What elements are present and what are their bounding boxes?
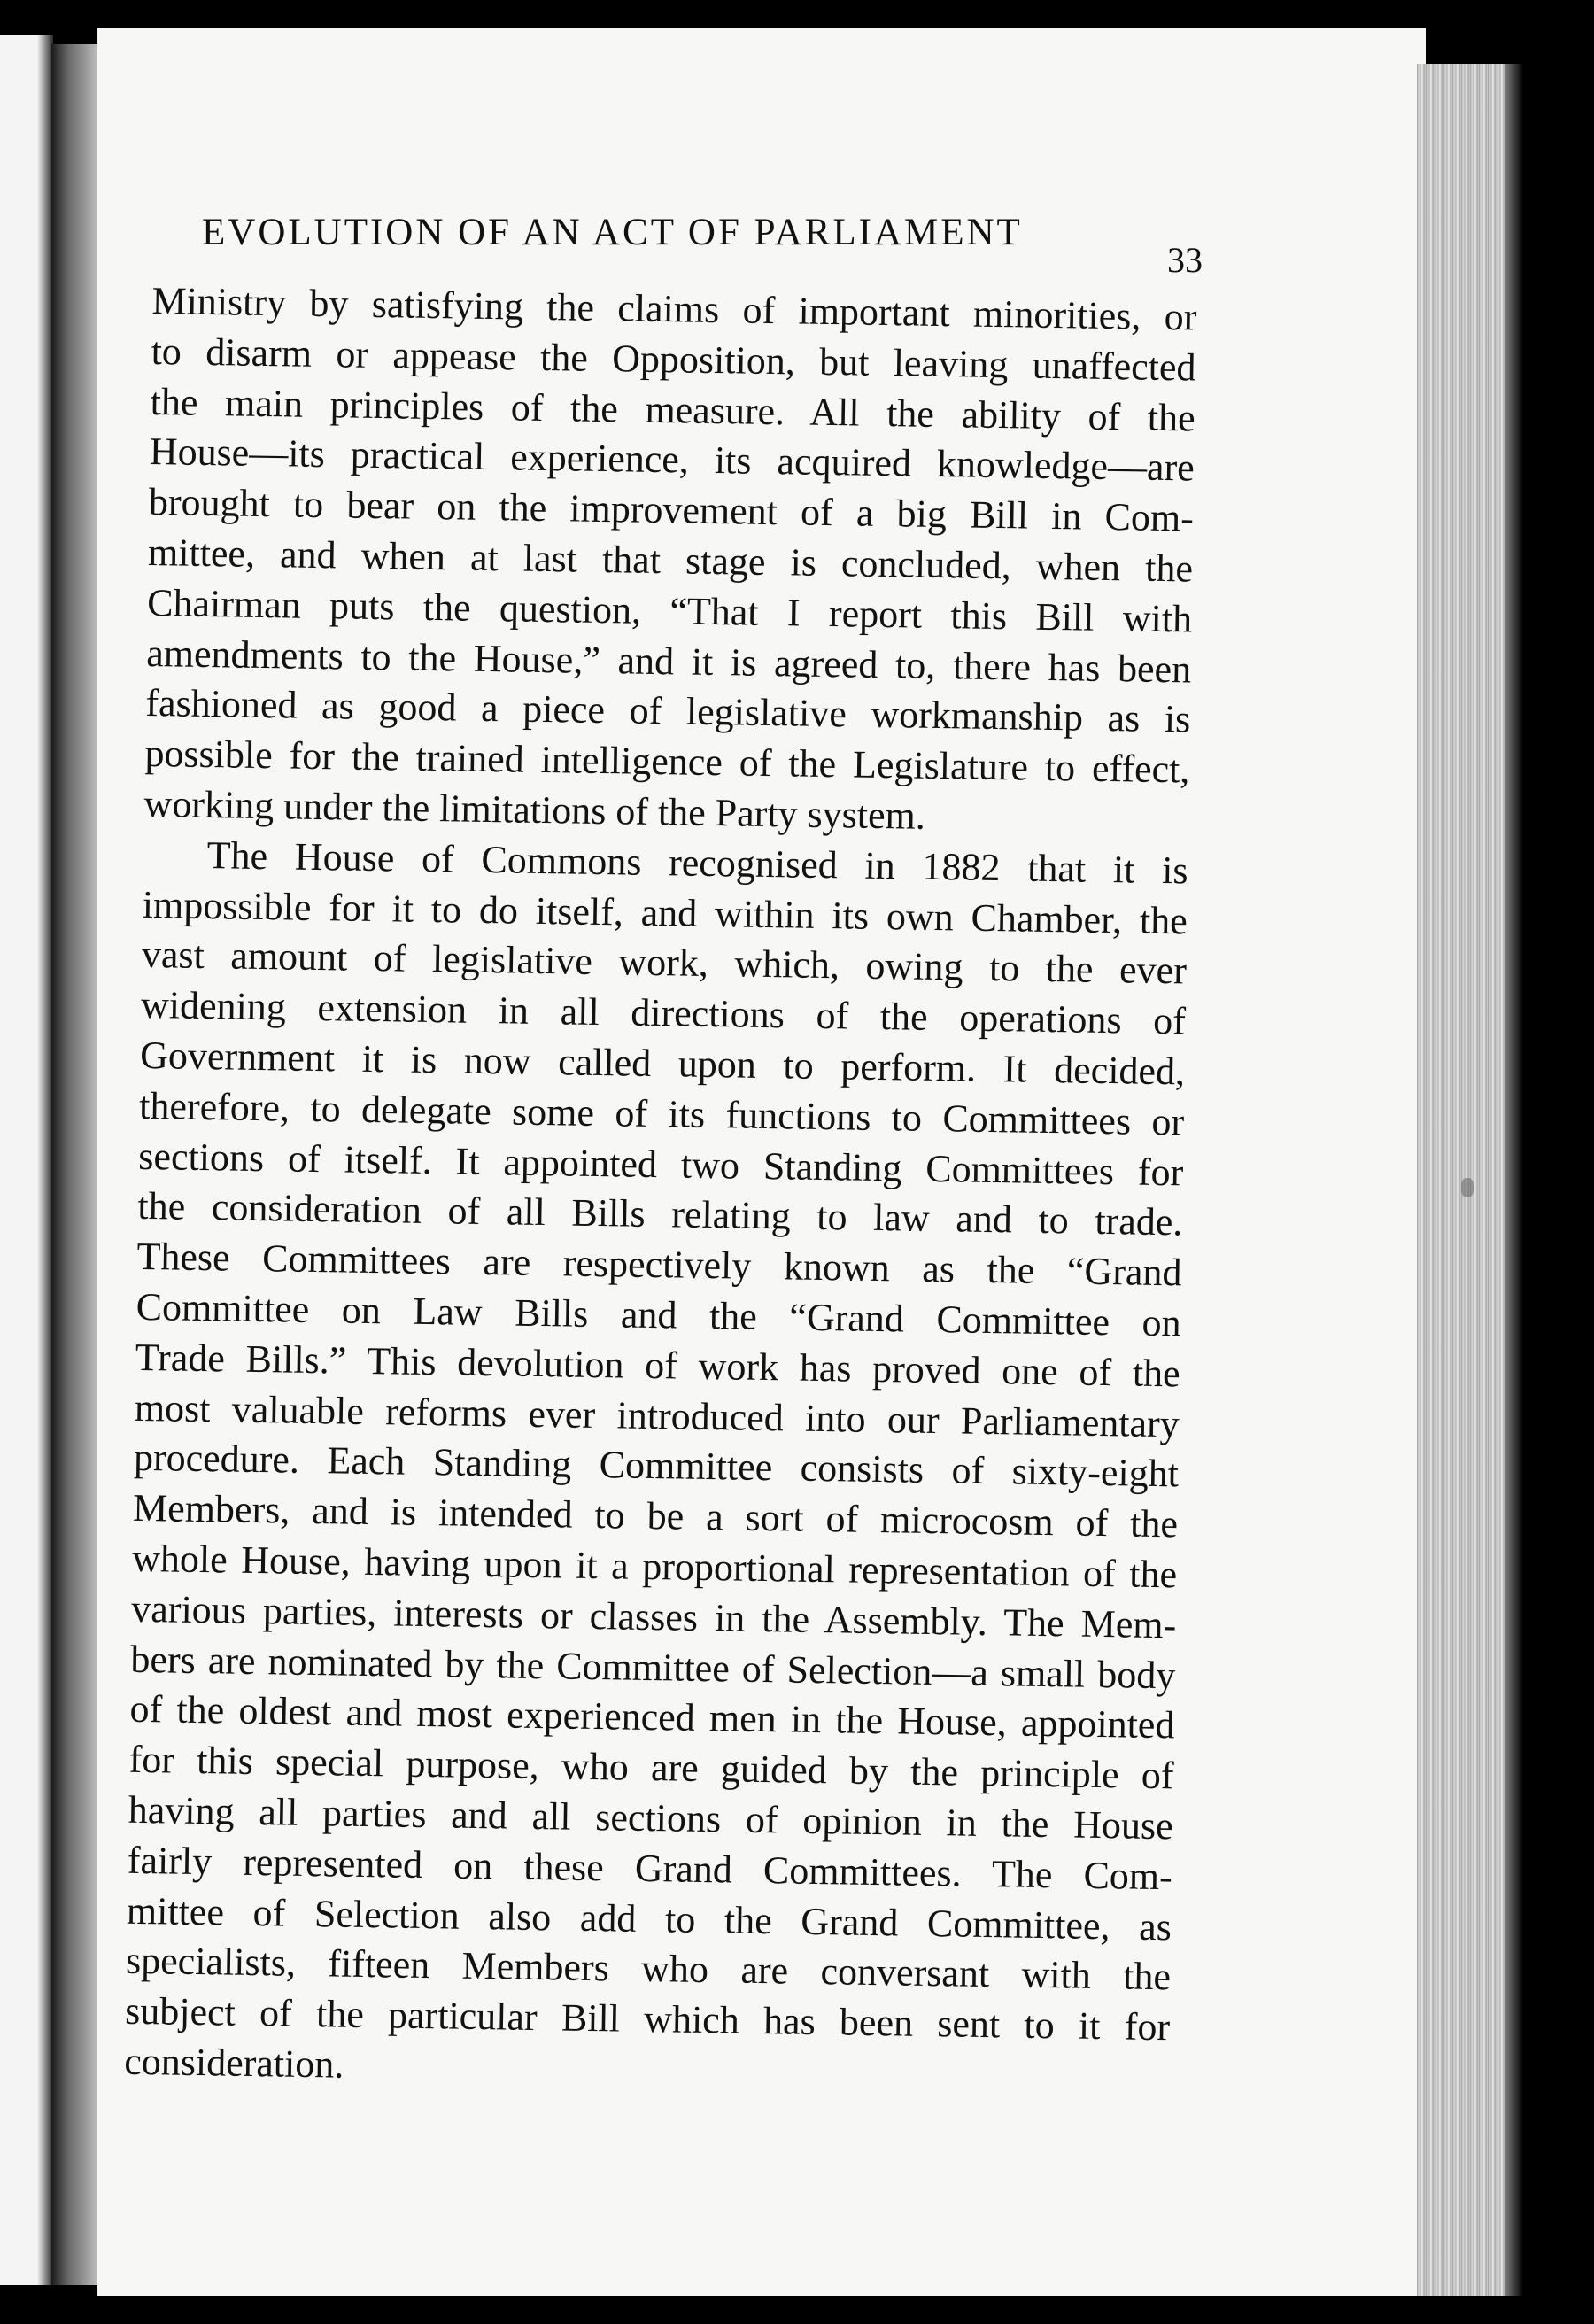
- text-line: consideration.: [123, 2039, 344, 2087]
- text-line: the main principles of the measure. All the ability of the: [150, 379, 1196, 440]
- text-line: vast amount of legislative work, which, owing to the ever: [141, 933, 1188, 993]
- text-line: various parties, interests or classes in the Assembly. The Mem-: [130, 1586, 1177, 1647]
- text-line: to disarm or appease the Opposition, but leaving unaffected: [151, 329, 1196, 390]
- text-line: whole House, having upon it a proportional representation of the: [131, 1536, 1178, 1597]
- text-line: Ministry by satisfying the claims of important minorities, or: [151, 278, 1197, 339]
- text-line: Members, and is intended to be a sort of microcosm of the: [132, 1485, 1179, 1546]
- text-line: for this special purpose, who are guided by the principle of: [128, 1737, 1174, 1798]
- text-line: mittee of Selection also add to the Grand Committee, as: [126, 1888, 1172, 1948]
- paper-speck: [1461, 1178, 1474, 1197]
- body-text: [124, 276, 1197, 2103]
- text-line: impossible for it to do itself, and within its own Chamber, the: [142, 882, 1188, 943]
- text-line: mittee, and when at last that stage is concluded, when the: [147, 530, 1194, 591]
- text-line: fairly represented on these Grand Committees. The Com-: [127, 1838, 1173, 1899]
- page-number: 33: [1167, 240, 1203, 280]
- text-line: widening extension in all directions of the operations of: [140, 983, 1187, 1043]
- text-line: of the oldest and most experienced men in the House, appointed: [129, 1687, 1175, 1747]
- text-line: having all parties and all sections of opinion in the House: [128, 1787, 1174, 1848]
- text-line: working under the limitations of the Party system.: [143, 781, 926, 838]
- facing-page-edge: [0, 35, 53, 2285]
- page-edges-shadow: [1505, 64, 1523, 2296]
- book-gutter: [51, 44, 101, 2285]
- text-line: Trade Bills.” This devolution of work has proved one of the: [135, 1335, 1181, 1396]
- text-line: sections of itself. It appointed two Standing Committees for: [138, 1134, 1184, 1194]
- paragraph-1: [143, 276, 1197, 846]
- text-line: These Committees are respectively known as the “Grand: [136, 1235, 1182, 1295]
- text-line: therefore, to delegate some of its functions to Committees or: [138, 1083, 1185, 1144]
- running-head: EVOLUTION OF AN ACT OF PARLIAMENT: [202, 212, 1023, 253]
- text-line: Government it is now called upon to perform. It decided,: [139, 1033, 1186, 1094]
- text-line: amendments to the House,” and it is agreed to, there has been: [145, 631, 1192, 692]
- text-line: bers are nominated by the Committee of Selection—a small body: [130, 1637, 1176, 1697]
- text-line: Chairman puts the question, “That I report this Bill with: [146, 580, 1193, 641]
- text-line: the consideration of all Bills relating to law and to trade.: [137, 1184, 1183, 1244]
- text-line: The House of Commons recognised in 1882 that it is: [206, 833, 1188, 893]
- text-line: fashioned as good a piece of legislative workmanship as is: [145, 681, 1191, 741]
- text-line: subject of the particular Bill which has been sent to it for: [124, 1988, 1171, 2049]
- text-line: House—its practical experience, its acquired knowledge—are: [149, 430, 1196, 490]
- text-line: specialists, fifteen Members who are conversant with the: [125, 1939, 1172, 1999]
- text-line: most valuable reforms ever introduced into our Parliamentary: [134, 1385, 1180, 1445]
- text-line: procedure. Each Standing Committee consists of sixty-eight: [133, 1436, 1180, 1496]
- text-line: Committee on Law Bills and the “Grand Committee on: [135, 1284, 1181, 1345]
- text-line: brought to bear on the improvement of a big Bill in Com-: [148, 480, 1195, 540]
- paragraph-2: [124, 830, 1188, 2103]
- text-line: possible for the trained intelligence of the Legislature to effect,: [144, 732, 1190, 792]
